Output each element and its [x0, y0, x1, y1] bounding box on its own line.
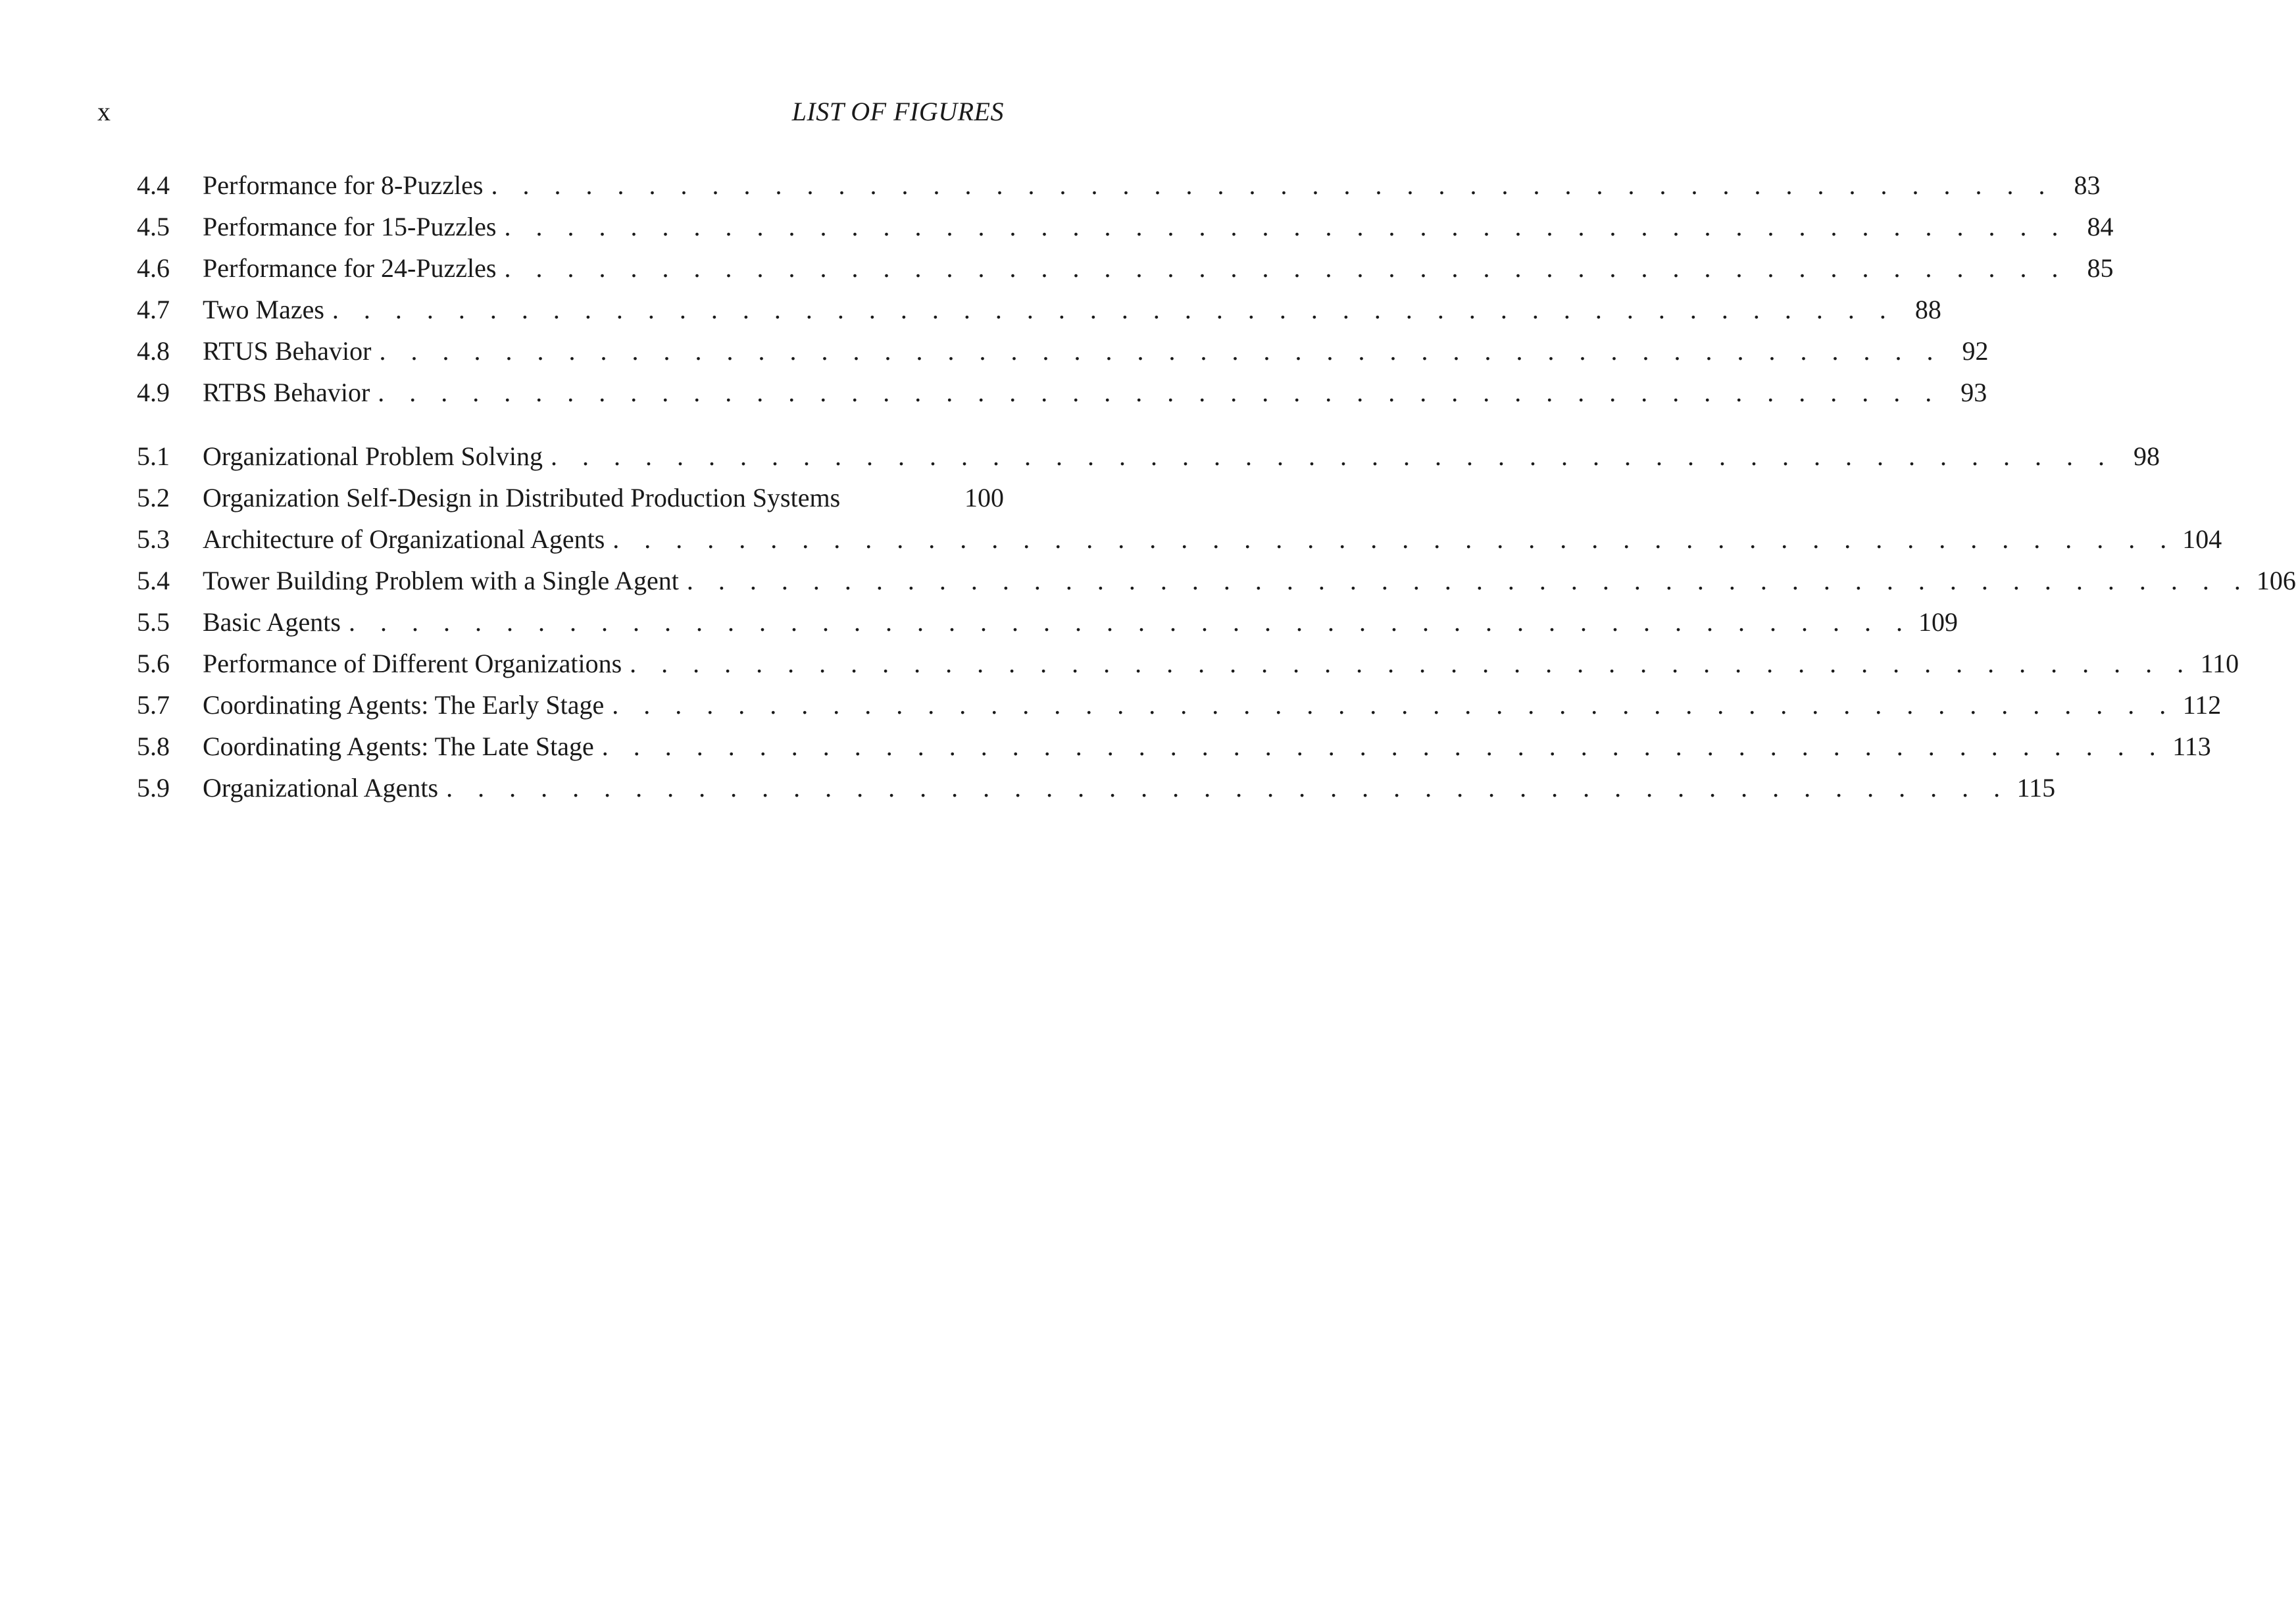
- figure-title: RTUS Behavior: [203, 336, 372, 366]
- page-header: [97, 92, 1004, 132]
- figure-title: Performance for 24-Puzzles: [203, 253, 497, 283]
- figure-entry[interactable]: [137, 289, 1941, 330]
- figure-page-number: 106: [2256, 566, 2296, 595]
- figure-entry[interactable]: [137, 560, 2296, 601]
- figure-number: 5.4: [137, 566, 170, 595]
- figure-title: Organization Self-Design in Distributed Production Systems: [203, 483, 841, 512]
- figure-entry[interactable]: [137, 330, 1989, 372]
- dot-leader: . . . . . . . . . . . . . . . . . . . . . . . . . . . . . . . . . . . . . . . . . . . . . . . . . .: [686, 566, 2250, 595]
- figure-title: RTBS Behavior: [203, 378, 370, 407]
- figure-number: 5.7: [137, 690, 170, 720]
- figure-page-number: 83: [2074, 170, 2101, 200]
- running-head: LIST OF FIGURES: [791, 97, 1004, 126]
- figure-title: Basic Agents: [203, 607, 341, 637]
- figure-title: Tower Building Problem with a Single Agent: [203, 566, 679, 595]
- figure-entry[interactable]: [137, 206, 2114, 247]
- figure-entry[interactable]: [137, 726, 2211, 767]
- figure-entry[interactable]: [137, 435, 2160, 477]
- figure-title: Coordinating Agents: The Early Stage: [203, 690, 605, 720]
- figure-number: 5.3: [137, 524, 170, 554]
- dot-leader: . . . . . . . . . . . . . . . . . . . . . . . . . . . . . . . . . . . . . . . . . . . . . . . . . .: [612, 524, 2176, 554]
- figure-page-number: 104: [2182, 524, 2222, 554]
- figure-number: 4.7: [137, 295, 170, 324]
- figure-number: 4.5: [137, 212, 170, 241]
- figure-entry[interactable]: [137, 684, 2222, 726]
- figure-title: Organizational Problem Solving: [203, 441, 543, 471]
- figure-entry[interactable]: [137, 643, 2239, 684]
- figure-title: Architecture of Organizational Agents: [203, 524, 605, 554]
- dot-leader: . . . . . . . . . . . . . . . . . . . . . . . . . . . . . . . . . . . . . . . . . . . . . . . . . .: [504, 212, 2068, 241]
- figure-entry[interactable]: [137, 601, 1958, 643]
- figure-page-number: 113: [2172, 732, 2211, 761]
- dot-leader: . . . . . . . . . . . . . . . . . . . . . . . . . . . . . . . . . . . . . . . . . . . . . . . . . .: [491, 170, 2055, 200]
- figure-title: Performance for 15-Puzzles: [203, 212, 497, 241]
- dot-leader: . . . . . . . . . . . . . . . . . . . . . . . . . . . . . . . . . . . . . . . . . . . . . . . . . .: [332, 295, 1895, 324]
- figure-number: 4.4: [137, 170, 170, 200]
- figure-number: 4.9: [137, 378, 170, 407]
- figure-page-number: 112: [2182, 690, 2222, 720]
- figure-page-number: 109: [1918, 607, 1958, 637]
- figure-page-number: 93: [1960, 378, 1987, 407]
- figure-page-number: 115: [2016, 773, 2056, 803]
- figure-page-number: 92: [1962, 336, 1989, 366]
- dot-leader: . . . . . . . . . . . . . . . . . . . . . . . . . . . . . . . . . . . . . . . . . . . . . . . . . .: [446, 773, 2010, 803]
- figure-number: 5.8: [137, 732, 170, 761]
- figure-number: 4.8: [137, 336, 170, 366]
- figure-number: 5.2: [137, 483, 170, 512]
- figure-title: Two Mazes: [203, 295, 324, 324]
- dot-leader: . . . . . . . . . . . . . . . . . . . . . . . . . . . . . . . . . . . . . . . . . . . . . . . . . .: [378, 378, 1941, 407]
- dot-leader: . . . . . . . . . . . . . . . . . . . . . . . . . . . . . . . . . . . . . . . . . . . . . . . . . .: [630, 649, 2193, 678]
- dot-leader: . . . . . . . . . . . . . . . . . . . . . . . . . . . . . . . . . . . . . . . . . . . . . . . . . .: [379, 336, 1943, 366]
- figure-group-chapter-4: [137, 164, 2114, 413]
- figure-page-number: 110: [2200, 649, 2239, 678]
- figure-number: 5.5: [137, 607, 170, 637]
- figure-entry[interactable]: [137, 477, 1004, 518]
- dot-leader: . . . . . . . . . . . . . . . . . . . . . . . . . . . . . . . . . . . . . . . . . . . . . . . . . .: [612, 690, 2176, 720]
- page-number: x: [97, 97, 111, 126]
- figure-page-number: 100: [964, 483, 1004, 512]
- dot-leader: . . . . . . . . . . . . . . . . . . . . . . . . . . . . . . . . . . . . . . . . . . . . . . . . . .: [504, 253, 2068, 283]
- figure-number: 5.6: [137, 649, 170, 678]
- figure-number: 5.1: [137, 441, 170, 471]
- figure-entry[interactable]: [137, 518, 2222, 560]
- list-of-figures: [137, 164, 2296, 808]
- figure-group-chapter-5: [137, 435, 2296, 808]
- figure-page-number: 98: [2133, 441, 2160, 471]
- figure-entry[interactable]: [137, 247, 2114, 289]
- figure-number: 4.6: [137, 253, 170, 283]
- dot-leader: . . . . . . . . . . . . . . . . . . . . . . . . . . . . . . . . . . . . . . . . . . . . . . . . . .: [550, 441, 2114, 471]
- dot-leader: . . . . . . . . . . . . . . . . . . . . . . . . . . . . . . . . . . . . . . . . . . . . . . . . . .: [348, 607, 1912, 637]
- figure-title: Organizational Agents: [203, 773, 439, 803]
- figure-entry[interactable]: [137, 767, 2056, 808]
- figure-entry[interactable]: [137, 164, 2101, 206]
- figure-title: Coordinating Agents: The Late Stage: [203, 732, 594, 761]
- figure-entry[interactable]: [137, 372, 1987, 413]
- figure-page-number: 85: [2087, 253, 2114, 283]
- figure-title: Performance for 8-Puzzles: [203, 170, 484, 200]
- figure-title: Performance of Different Organizations: [203, 649, 622, 678]
- figure-number: 5.9: [137, 773, 170, 803]
- dot-leader: . . . . . . . . . . . . . . . . . . . . . . . . . . . . . . . . . . . . . . . . . . . . . . . . . .: [601, 732, 2165, 761]
- figure-page-number: 88: [1914, 295, 1941, 324]
- figure-page-number: 84: [2087, 212, 2114, 241]
